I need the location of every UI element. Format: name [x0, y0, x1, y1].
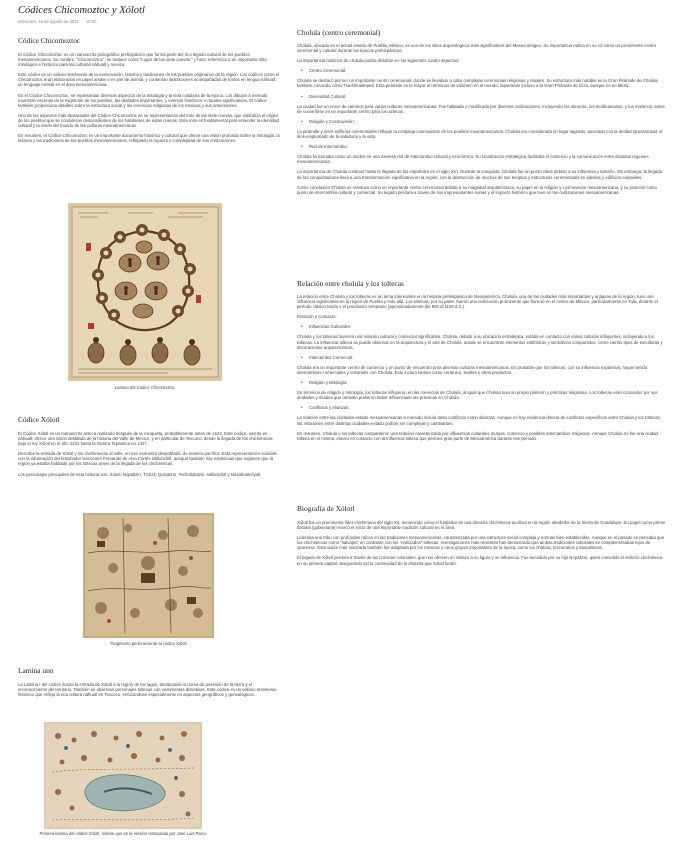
list-item: • Religión y Cosmovisión: [297, 119, 667, 124]
list-item: • Centro Ceremonial: [297, 68, 667, 73]
paragraph: La importancia de Cholula continuó hasta la llegada de los españoles en el siglo XVI. Durante la conquista, Cholula fue un punto clave debido a su influencia y tamaño. Sin embargo, la llegada de los conquistadores llevó a una transformación significativa en la región, con la destrucción de muchos de sus templos y estructuras ceremoniales en iglesias y edificios coloniales. [297, 169, 662, 180]
biografia-text [297, 520, 667, 566]
list [297, 355, 667, 360]
paragraph: El legado de Xólotl perdura a través de las crónicas coloniales, que nos ofrecen un vistazo a su figura y su influencia. Fue sucedido por su hijo Nopaltzin, quien consolidó el señorío chichimeca en su primera capital, asegurando así la continuidad de la dinastía que Xólotl fundó. [297, 555, 663, 566]
paragraph: En términos de religión y mitología, los toltecas influyeron en las creencias de Cholula, al igual que Cholula tuvo su propio panteón y prácticas religiosas. Los toltecas eran conocidos por sus deidades y rituales que también pudieron haber influenciado las prácticas en Cholula. [297, 390, 658, 401]
heading-lamina-uno: Lamina uno [18, 666, 54, 675]
lamina-uno-image[interactable] [44, 722, 202, 829]
paragraph: El Códice Chicomoztoc es un manuscrito pictográfico prehispánico que forma parte del rico legado cultural de los pueblos mesoamericanos. Su nombre, "Chicomoztoc", se traduce como "Lugar de las siete cuevas," y hace referencia a un importante sitio mitológico e histórico para las culturas náhuatl y mexica. [18, 52, 267, 68]
paragraph: En resumen, Cholula y los toltecas compartieron una relación caracterizada por influencias culturales mutuas, comercio y posibles intercambios religiosos. Aunque Cholula no fue una ciudad tolteca en sí misma, estuvo en contacto con la influencia tolteca que permeó gran parte de Mesoamérica durante ese período. [297, 430, 658, 441]
paragraph: La ciudad fue un cruce de caminos para varias culturas mesoamericanas. Fue habitada y modificada por diversas civilizaciones, incluyendo los olmecas, los teotihuacanos, y los mixtecos, antes de convertirse en un importante centro para los aztecas. [297, 103, 665, 114]
heading-xolotl: Códice Xólotl [18, 415, 60, 424]
heading-relacion-cholula-toltecas: Relación entre cholula y los toltecas [297, 279, 404, 288]
paragraph: Cholula, ubicada en el actual estado de Puebla, México, es uno de los sitios arqueológicos más significativos del Mesoo antiguo. Su importancia radica en su rol como un prominente centro ceremonial y cultural durante las épocas prehispánicas. [297, 43, 656, 54]
paragraph: Xólotl fue un prominente líder chichimeca del siglo XII, reconocido como el fundador de una dinastía chichimeca-acolhua en la región alrededor de la Sierra de Guadalupe. Su papel como primer tlatoani (gobernante) marcó el inicio de una importante tradición cultural en el área. [297, 520, 666, 531]
paragraph: Como conclusión Cholula se mantuvo como un importante centro ceremonial debido a su magnitud arquitectónica, su papel en la religión y cosmovisión mesoamericana, y su posición como punto de intercambio cultural y comercial. Su legado perdura a través de sus impresionantes ruinas y el impacto histórico que tuvo en las civilizaciones mesoamericanas. [297, 184, 657, 195]
heading-biografia-xolotl: Biografía de Xólotl [297, 504, 355, 513]
post-date [18, 19, 96, 24]
paragraph: La relación entre Cholula y los toltecas es un tema interesante en la historia prehispánica de Mesoamérica. Cholula, una de las ciudades más importantes y antiguas de la región, tuvo una influencia significativa en la región de Puebla y más allá. Los toltecas, por su parte, fueron una civilización prominente que floreció en el centro de México, particularmente en Tula, durante el período clásico tardío y el posclásico temprano (aproximadamente del 900 al 1150 d.C.). [297, 294, 658, 310]
chicomoztoc-text [18, 52, 280, 143]
heading-cholula: Cholula (centro ceremonial) [297, 28, 381, 37]
list [297, 94, 667, 99]
list-item: • Conflictos y Alianzas: [297, 405, 667, 410]
paragraph: Describe la entrada de Xólotl y los chichimecas al valle, en ese momento despoblado, de manera pacífica. Esta representación coincide con la información del historiador texcocano Fernando de Alva Cortés Ixtlilxóchitl, aunque también hay evidencias que sugieren que la región ya estaba habitada por los toltecas antes de la llegada de los chichimecas. [18, 451, 277, 467]
list [297, 119, 667, 124]
heading-chicomoztoc: Códice Chicomoztoc [18, 36, 81, 45]
lamina-uno-text [18, 682, 280, 697]
post-title: Códices Chicomoztoc y Xólotl [18, 5, 145, 16]
paragraph: Relación y Contacto: [297, 314, 337, 320]
codice-chicomoztoc-image[interactable] [68, 203, 222, 381]
paragraph: Cholula y los toltecas tuvieron una relación cultural y comercial significativa. Cholula, debido a su ubicación estratégica, estaba en contacto con varias culturas influyentes, incluyendo a los toltecas. La influencia tolteca se puede observar en la arquitectura y el arte de Cholula, donde se encuentran elementos estilísticos y simbólicos compartidos, como ciertos tipos de esculturas y decoraciones arquitectónicas. [297, 334, 663, 350]
paragraph: Cholula se destacó por ser un importante centro ceremonial, donde se llevaban a cabo complejas ceremonias religiosas y rituales. Su estructura más notable es la Gran Pirámide de Cholula, también conocida como Tlachihualtepetl. Esta pirámide es la mayor en términos de volumen en el mundo, superando incluso a la Gran Pirámide de Giza, aunque no en altura. [297, 78, 659, 89]
list-item: • Intercambio Comercial: [297, 355, 667, 360]
paragraph: Este códice es un valioso testimonio de la cosmovisión, historia y tradiciones de los pueblos originarios de la región. Los códices como el Chicomoztoc eran elaborados en papel amate o en piel de animal, y contenían ilustraciones acompañadas de textos en lengua náhuatl, un lenguaje central en el área mesoamericana. [18, 72, 280, 88]
paragraph: En el Códice Chicomoztoc, se representan diversos aspectos de la mitología y la vida cotidiana de la época. Los dibujos a menudo muestran escenas de la migración de los pueblos, las deidades importantes, y eventos históricos o rituales significativos. El códice también proporciona detalles sobre la estructura social y las creencias religiosas de los mexicas y sus antecesores. [18, 92, 268, 108]
xolotl-text [18, 431, 280, 477]
paragraph: Cholula era un importante centro de comercio y un punto de encuentro para diversas culturas mesoamericanas. Es probable que los toltecas, con su influencia expansiva, hayan tenido intercambios comerciales y culturales con Cholula. Esto incluía bienes como cerámica, textiles y otros productos. [297, 364, 648, 375]
paragraph: La pirámide y otros edificios ceremoniales reflejan la compleja cosmovisión de los pueblos mesoamericanos. Cholula era considerada un lugar sagrado, asociado con la deidad Quetzalcóatl, el dios emplumado de la sabiduría y la vida. [297, 128, 663, 140]
paragraph: El Códice Xólotl es un manuscrito azteca realizado después de la conquista, probablemente antes de 1542. Este códice, escrito en náhuatl, ofrece una visión detallada de la historia del Valle de México, y en particular de Texcoco, desde la llegada de los chichimecas bajo el rey Xólotl en el año 1224 hasta la Guerra Tepaneca en 1427. [18, 431, 273, 447]
post-time-text: 18:00 [85, 19, 97, 24]
caption-xolotl-fragment: Fragmento perteneciente al códice Xólotl [110, 641, 187, 646]
paragraph: La relación entre las ciudades-estado mesoamericanas a menudo incluía tanto conflictos como alianzas. Aunque no hay evidencia directa de conflictos específicos entre Cholula y los toltecas, las relaciones entre distintas ciudades-estado podían ser complejas y cambiantes. [297, 415, 662, 426]
list [297, 144, 667, 149]
paragraph: Cholula funcionaba como un núcleo en una extensa red de intercambio cultural y económico. Su localización estratégica facilitaba el comercio y la comunicación entre distintas regiones mesoamericanas. [297, 154, 649, 165]
list [297, 324, 667, 329]
paragraph: La Lámina I del códice ilustra la entrada de Xólotl a la región de los lagos, destacando su toma de posesión de la tierra y el reconocimiento del territorio. También se observan personajes toltecas con vestimentas distintivas. Este códice es un valioso testimonio histórico que refleja la rica cultura náhuatl en Texcoco, enfocándose especialmente en aspectos geográficos y genealógicos. [18, 682, 277, 698]
paragraph: Los personajes principales de esta historia son: Xolotl, Nopaltzin, Tzotzil, Quinatzin, Techotlalatzin, Ixtlilxóchitl y Nezahualcóyotl. [18, 471, 262, 477]
cholula-text [297, 43, 667, 195]
list [297, 405, 667, 410]
paragraph: En resumen, el Códice Chicomoztoc es un importante documento histórico y cultural que ofrece una visión profunda sobre la mitología, la historia y las tradiciones de los pueblos mesoamericanos, reflejando la riqueza y complejidad de sus civilizaciones. [18, 133, 280, 144]
list-item: • Religión y Mitología: [297, 380, 667, 385]
list-item: • Influencias Culturales: [297, 324, 667, 329]
paragraph: Lideraba una tribu con profundas raíces en las tradiciones mesoamericanas, caracterizada por una estructura social compleja y normas bien establecidas. Aunque en el pasado se pensaba que los chichimecas como "salvajes" en contraste con los "civilizados" toltecas, investigaciones más recientes han demostrado que ambas tradiciones culturales se complementaban lejos de oponerse. Esta visión más matizada también fue adoptada por los mexicas y otros grupos importantes de la época, como los chalcas, texcocanos y tlaxcaltecas. [297, 535, 665, 551]
list [297, 380, 667, 385]
caption-chicomoztoc: Lamina del Códice Chicomoztoc [114, 385, 176, 390]
codice-xolotl-fragment-image[interactable] [83, 513, 214, 638]
post-date-text: miércoles, 18 de agosto de 2021 [18, 19, 79, 24]
list [297, 68, 667, 73]
relacion-text [297, 294, 667, 441]
list-item: • Diversidad Cultural: [297, 94, 667, 99]
paragraph: Uno de los aspectos más destacados del Códice Chicomoztoc es su representación del mito de las siete cuevas, que simboliza el origen de los pueblos que se consideran descendientes de los habitantes de estas cuevas. Este mito es fundamental para entender la identidad cultural y la visión del mundo de las culturas mesoamericanas. [18, 112, 279, 129]
caption-lamina-uno: Primera lamina del códice Xólotl, nótese que es la versión restaurada por José Luis Parco [39, 831, 207, 836]
list-item: • Red de Intercambio: [297, 144, 667, 149]
paragraph: La importancia histórica de cholula podría dividirse en los siguientes cuatro aspectos: [297, 58, 460, 64]
